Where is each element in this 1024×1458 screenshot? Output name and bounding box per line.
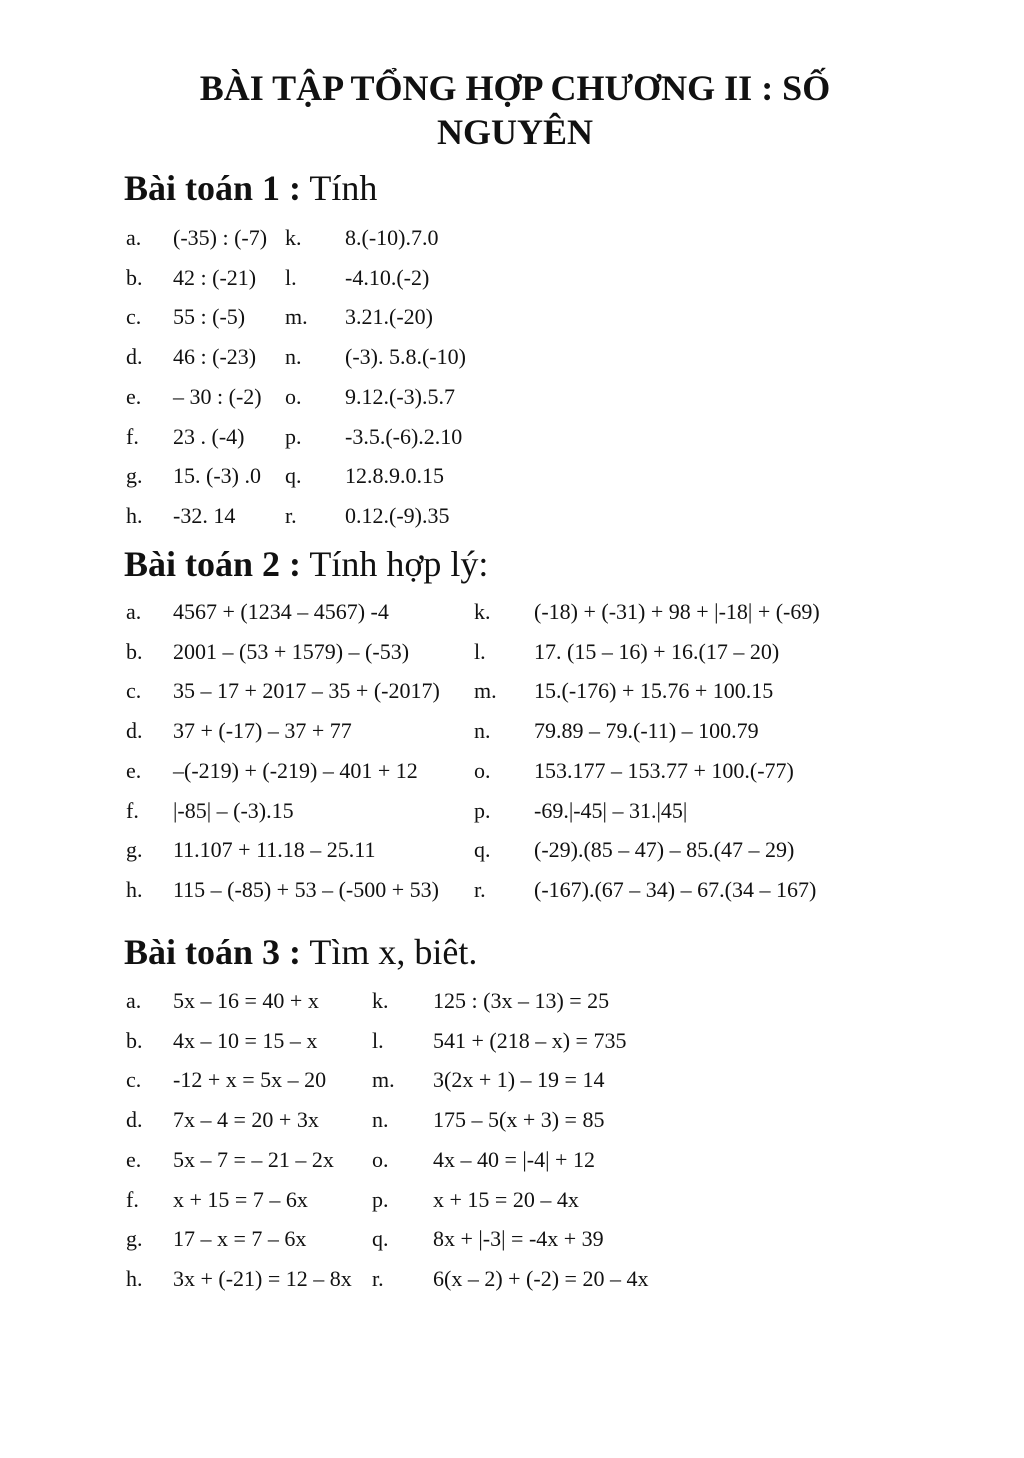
item-expression-right: 175 – 5(x + 3) = 85: [433, 1107, 605, 1132]
item-letter-left: a.: [126, 225, 142, 250]
exercise-row: [0, 796, 1024, 826]
page-title: [190, 66, 840, 154]
item-letter-left: b.: [126, 1028, 143, 1053]
item-letter-right: l.: [285, 265, 297, 290]
item-expression-left: 7x – 4 = 20 + 3x: [173, 1107, 319, 1132]
item-expression-left: -12 + x = 5x – 20: [173, 1067, 327, 1092]
item-letter-left: a.: [126, 599, 142, 624]
item-letter-right: p.: [372, 1187, 389, 1212]
exercise-row: [0, 756, 1024, 786]
item-expression-left: 37 + (-17) – 37 + 77: [173, 718, 352, 743]
exercise-row: [0, 597, 1024, 627]
item-letter-left: d.: [126, 344, 143, 369]
item-letter-right: m.: [285, 304, 308, 329]
item-letter-left: e.: [126, 384, 142, 409]
section-heading-2: [124, 542, 488, 586]
item-expression-left: 2001 – (53 + 1579) – (-53): [173, 639, 410, 664]
item-letter-left: e.: [126, 1147, 142, 1172]
item-expression-right: 541 + (218 – x) = 735: [433, 1028, 627, 1053]
item-expression-right: x + 15 = 20 – 4x: [433, 1187, 579, 1212]
exercise-row: [0, 1026, 1024, 1056]
item-letter-left: f.: [126, 1187, 139, 1212]
item-expression-right: 8.(-10).7.0: [345, 225, 439, 250]
exercise-row: [0, 302, 1024, 332]
item-expression-right: 6(x – 2) + (-2) = 20 – 4x: [433, 1266, 649, 1291]
section-heading-text: Tính hợp lý:: [301, 544, 489, 584]
section-heading-text: Tính: [301, 168, 378, 208]
item-letter-right: p.: [474, 798, 491, 823]
item-expression-right: 15.(-176) + 15.76 + 100.15: [534, 678, 774, 703]
item-expression-left: |-85| – (-3).15: [173, 798, 294, 823]
item-letter-right: q.: [285, 463, 302, 488]
exercise-row: [0, 342, 1024, 372]
item-expression-left: 115 – (-85) + 53 – (-500 + 53): [173, 877, 439, 902]
item-letter-right: l.: [474, 639, 486, 664]
item-letter-left: g.: [126, 837, 143, 862]
item-expression-right: 153.177 – 153.77 + 100.(-77): [534, 758, 794, 783]
item-expression-left: 35 – 17 + 2017 – 35 + (-2017): [173, 678, 440, 703]
item-letter-left: d.: [126, 1107, 143, 1132]
item-expression-right: -69.|-45| – 31.|45|: [534, 798, 688, 823]
item-letter-left: h.: [126, 1266, 143, 1291]
item-letter-right: o.: [372, 1147, 389, 1172]
item-expression-left: 15. (-3) .0: [173, 463, 261, 488]
item-expression-right: 3(2x + 1) – 19 = 14: [433, 1067, 605, 1092]
item-expression-right: 125 : (3x – 13) = 25: [433, 988, 610, 1013]
exercise-row: [0, 461, 1024, 491]
item-expression-right: 17. (15 – 16) + 16.(17 – 20): [534, 639, 780, 664]
item-letter-right: q.: [474, 837, 491, 862]
item-expression-left: 46 : (-23): [173, 344, 257, 369]
exercise-row: [0, 382, 1024, 412]
item-expression-right: 8x + |-3| = -4x + 39: [433, 1226, 604, 1251]
item-letter-left: h.: [126, 877, 143, 902]
item-expression-left: 5x – 7 = – 21 – 2x: [173, 1147, 334, 1172]
section-heading-label: Bài toán 2 :: [124, 544, 302, 584]
item-expression-right: (-3). 5.8.(-10): [345, 344, 466, 369]
section-heading-1: [124, 166, 377, 210]
section-heading-label: Bài toán 3 :: [124, 932, 302, 972]
item-expression-left: 4x – 10 = 15 – x: [173, 1028, 318, 1053]
item-expression-right: (-167).(67 – 34) – 67.(34 – 167): [534, 877, 817, 902]
section-heading-label: Bài toán 1 :: [124, 168, 302, 208]
item-expression-left: 55 : (-5): [173, 304, 246, 329]
item-letter-left: f.: [126, 798, 139, 823]
exercise-row: [0, 501, 1024, 531]
exercise-row: [0, 676, 1024, 706]
item-letter-right: m.: [372, 1067, 395, 1092]
item-expression-left: 4567 + (1234 – 4567) -4: [173, 599, 389, 624]
item-expression-right: 9.12.(-3).5.7: [345, 384, 455, 409]
item-expression-right: 79.89 – 79.(-11) – 100.79: [534, 718, 759, 743]
item-expression-left: 23 . (-4): [173, 424, 245, 449]
item-expression-right: (-18) + (-31) + 98 + |-18| + (-69): [534, 599, 820, 624]
item-expression-left: 11.107 + 11.18 – 25.11: [173, 837, 376, 862]
section-heading-3: [124, 930, 477, 974]
item-letter-left: e.: [126, 758, 142, 783]
item-letter-right: r.: [474, 877, 486, 902]
exercise-row: [0, 1264, 1024, 1294]
item-letter-right: n.: [372, 1107, 389, 1132]
item-letter-right: k.: [474, 599, 491, 624]
exercise-row: [0, 1185, 1024, 1215]
item-expression-left: -32. 14: [173, 503, 236, 528]
item-letter-right: m.: [474, 678, 497, 703]
item-letter-left: a.: [126, 988, 142, 1013]
item-expression-right: 0.12.(-9).35: [345, 503, 450, 528]
exercise-row: [0, 263, 1024, 293]
exercise-row: [0, 835, 1024, 865]
item-letter-left: c.: [126, 678, 142, 703]
item-letter-right: n.: [474, 718, 491, 743]
item-letter-right: p.: [285, 424, 302, 449]
item-letter-right: o.: [474, 758, 491, 783]
title-line-1: BÀI TẬP TỔNG HỢP CHƯƠNG II : SỐ: [199, 68, 831, 108]
item-expression-right: 4x – 40 = |-4| + 12: [433, 1147, 595, 1172]
item-expression-right: 3.21.(-20): [345, 304, 433, 329]
item-expression-left: – 30 : (-2): [173, 384, 262, 409]
exercise-row: [0, 422, 1024, 452]
item-expression-right: -4.10.(-2): [345, 265, 430, 290]
item-letter-right: o.: [285, 384, 302, 409]
item-expression-left: x + 15 = 7 – 6x: [173, 1187, 308, 1212]
item-expression-left: 42 : (-21): [173, 265, 257, 290]
exercise-row: [0, 637, 1024, 667]
item-letter-right: q.: [372, 1226, 389, 1251]
item-letter-right: k.: [285, 225, 302, 250]
exercise-row: [0, 1145, 1024, 1175]
item-expression-right: -3.5.(-6).2.10: [345, 424, 463, 449]
item-expression-left: –(-219) + (-219) – 401 + 12: [173, 758, 418, 783]
exercise-row: [0, 1224, 1024, 1254]
item-letter-left: f.: [126, 424, 139, 449]
item-letter-right: r.: [285, 503, 297, 528]
item-letter-left: h.: [126, 503, 143, 528]
section-heading-text: Tìm x, biêt.: [301, 932, 478, 972]
exercise-row: [0, 875, 1024, 905]
item-letter-left: g.: [126, 463, 143, 488]
item-letter-right: r.: [372, 1266, 384, 1291]
item-letter-left: d.: [126, 718, 143, 743]
exercise-row: [0, 223, 1024, 253]
item-expression-left: 5x – 16 = 40 + x: [173, 988, 319, 1013]
item-letter-right: l.: [372, 1028, 384, 1053]
item-letter-left: g.: [126, 1226, 143, 1251]
item-expression-left: 17 – x = 7 – 6x: [173, 1226, 307, 1251]
item-letter-left: c.: [126, 304, 142, 329]
item-expression-left: (-35) : (-7): [173, 225, 268, 250]
item-expression-right: (-29).(85 – 47) – 85.(47 – 29): [534, 837, 795, 862]
exercise-row: [0, 1105, 1024, 1135]
item-expression-left: 3x + (-21) = 12 – 8x: [173, 1266, 352, 1291]
item-letter-left: b.: [126, 265, 143, 290]
item-letter-left: c.: [126, 1067, 142, 1092]
exercise-row: [0, 986, 1024, 1016]
title-line-2: NGUYÊN: [436, 112, 593, 152]
item-expression-right: 12.8.9.0.15: [345, 463, 444, 488]
item-letter-right: k.: [372, 988, 389, 1013]
item-letter-left: b.: [126, 639, 143, 664]
exercise-row: [0, 716, 1024, 746]
item-letter-right: n.: [285, 344, 302, 369]
exercise-row: [0, 1065, 1024, 1095]
